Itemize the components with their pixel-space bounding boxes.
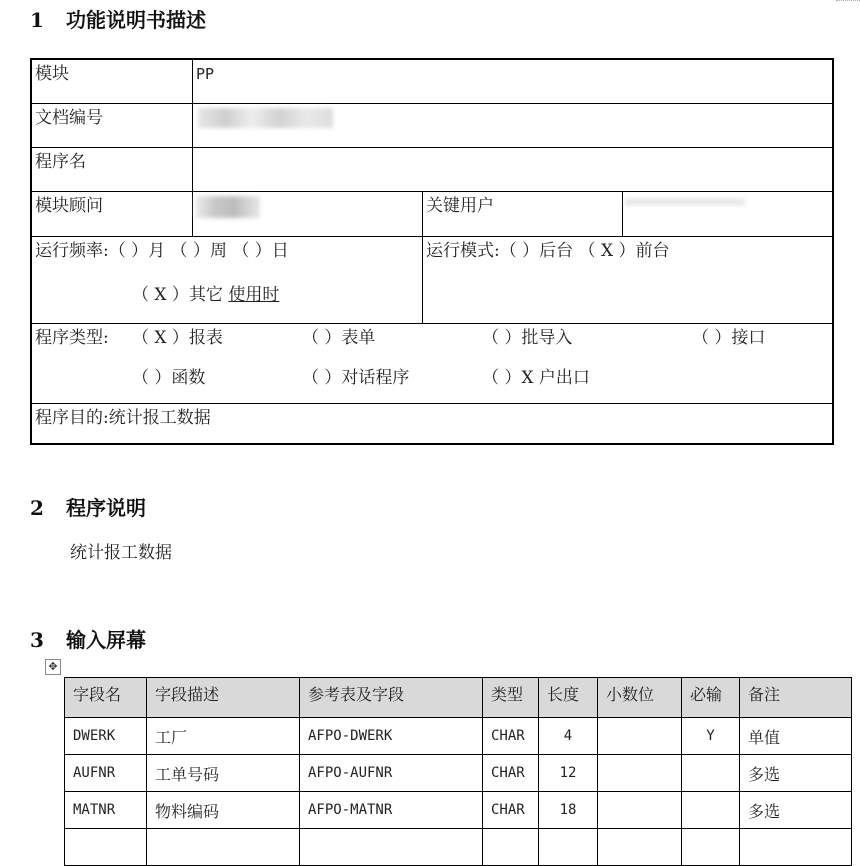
length-cell: 18 xyxy=(539,792,598,829)
col-header: 备注 xyxy=(740,678,852,718)
decimals-cell xyxy=(598,829,682,866)
remark-cell: 多选 xyxy=(740,755,852,792)
spec-row-divider xyxy=(32,147,832,148)
field-desc-cell: 物料编码 xyxy=(147,792,300,829)
col-header: 长度 xyxy=(539,678,598,718)
type-cell: CHAR xyxy=(483,792,539,829)
type-option-function: （ ）函数 xyxy=(132,368,206,388)
redacted-key-user xyxy=(625,199,745,205)
input-fields-table xyxy=(64,677,852,866)
freq-other-option: （ X ）其它 xyxy=(132,285,229,305)
section-title: 程序说明 xyxy=(66,496,146,520)
spec-row-divider xyxy=(32,191,832,192)
field-name-cell: MATNR xyxy=(65,792,147,829)
ref-field-cell: AFPO-DWERK xyxy=(300,718,483,755)
type-option-form: （ ）表单 xyxy=(302,328,376,348)
remark-cell: 单值 xyxy=(740,718,852,755)
module-label: 模块 xyxy=(35,64,69,84)
type-cell xyxy=(483,829,539,866)
spec-col-divider xyxy=(192,60,193,236)
section-number: 3 xyxy=(30,628,44,652)
module-value: PP xyxy=(196,65,215,83)
run-frequency-other xyxy=(132,284,279,306)
section-number: 1 xyxy=(30,8,44,32)
spec-row-divider xyxy=(32,103,832,104)
col-header: 字段名 xyxy=(65,678,147,718)
ref-field-cell: AFPO-AUFNR xyxy=(300,755,483,792)
ref-field-cell xyxy=(300,829,483,866)
length-cell: 12 xyxy=(539,755,598,792)
required-cell xyxy=(682,829,740,866)
consultant-label: 模块顾问 xyxy=(35,196,103,216)
type-option-report: （ X ）报表 xyxy=(132,328,223,348)
section-title: 功能说明书描述 xyxy=(66,8,206,32)
remark-cell xyxy=(740,829,852,866)
section-3-heading xyxy=(30,624,146,653)
col-header: 必输 xyxy=(682,678,740,718)
freq-other-value: 使用时 xyxy=(228,285,280,305)
run-mode-line: 运行模式:（ ）后台 （ X ）前台 xyxy=(426,241,670,261)
spec-col-divider xyxy=(622,191,623,236)
col-header: 参考表及字段 xyxy=(300,678,483,718)
spec-col-divider xyxy=(422,191,423,323)
type-option-interface: （ ）接口 xyxy=(692,328,766,348)
table-move-handle-icon[interactable]: ✥ xyxy=(45,659,61,675)
program-description: 统计报工数据 xyxy=(70,543,172,563)
table-row xyxy=(65,829,852,866)
length-cell: 4 xyxy=(539,718,598,755)
section-title: 输入屏幕 xyxy=(66,628,146,652)
remark-cell: 多选 xyxy=(740,792,852,829)
field-desc-cell: 工单号码 xyxy=(147,755,300,792)
required-cell xyxy=(682,755,740,792)
decimals-cell xyxy=(598,792,682,829)
table-row xyxy=(65,792,852,829)
redacted-consultant xyxy=(195,196,260,218)
col-header: 小数位 xyxy=(598,678,682,718)
section-1-heading xyxy=(30,4,206,33)
program-purpose: 程序目的:统计报工数据 xyxy=(35,408,211,428)
program-type-label: 程序类型: xyxy=(35,328,109,348)
table-row xyxy=(65,718,852,755)
section-2-heading xyxy=(30,492,146,521)
field-desc-cell: 工厂 xyxy=(147,718,300,755)
type-option-user-exit: （ ）X 户出口 xyxy=(482,368,590,388)
length-cell xyxy=(539,829,598,866)
run-frequency-line: 运行频率:（ ）月 （ ）周 （ ）日 xyxy=(35,241,289,261)
decimals-cell xyxy=(598,718,682,755)
doc-number-label: 文档编号 xyxy=(35,108,103,128)
required-cell xyxy=(682,792,740,829)
key-user-label: 关键用户 xyxy=(426,196,494,216)
spec-table xyxy=(30,58,834,445)
field-name-cell: DWERK xyxy=(65,718,147,755)
field-name-cell xyxy=(65,829,147,866)
type-cell: CHAR xyxy=(483,718,539,755)
type-option-batch-import: （ ）批导入 xyxy=(482,328,573,348)
ref-field-cell: AFPO-MATNR xyxy=(300,792,483,829)
type-cell: CHAR xyxy=(483,755,539,792)
col-header: 类型 xyxy=(483,678,539,718)
page-corner-rule xyxy=(836,0,860,2)
redacted-doc-number xyxy=(198,108,333,128)
decimals-cell xyxy=(598,755,682,792)
type-option-dialog: （ ）对话程序 xyxy=(302,368,410,388)
table-header-row xyxy=(65,678,852,718)
section-number: 2 xyxy=(30,496,44,520)
col-header: 字段描述 xyxy=(147,678,300,718)
spec-row-divider xyxy=(32,323,832,324)
required-cell: Y xyxy=(682,718,740,755)
spec-row-divider xyxy=(32,403,832,404)
field-name-cell: AUFNR xyxy=(65,755,147,792)
spec-row-divider xyxy=(32,236,832,237)
field-desc-cell xyxy=(147,829,300,866)
program-name-label: 程序名 xyxy=(35,152,86,172)
table-row xyxy=(65,755,852,792)
